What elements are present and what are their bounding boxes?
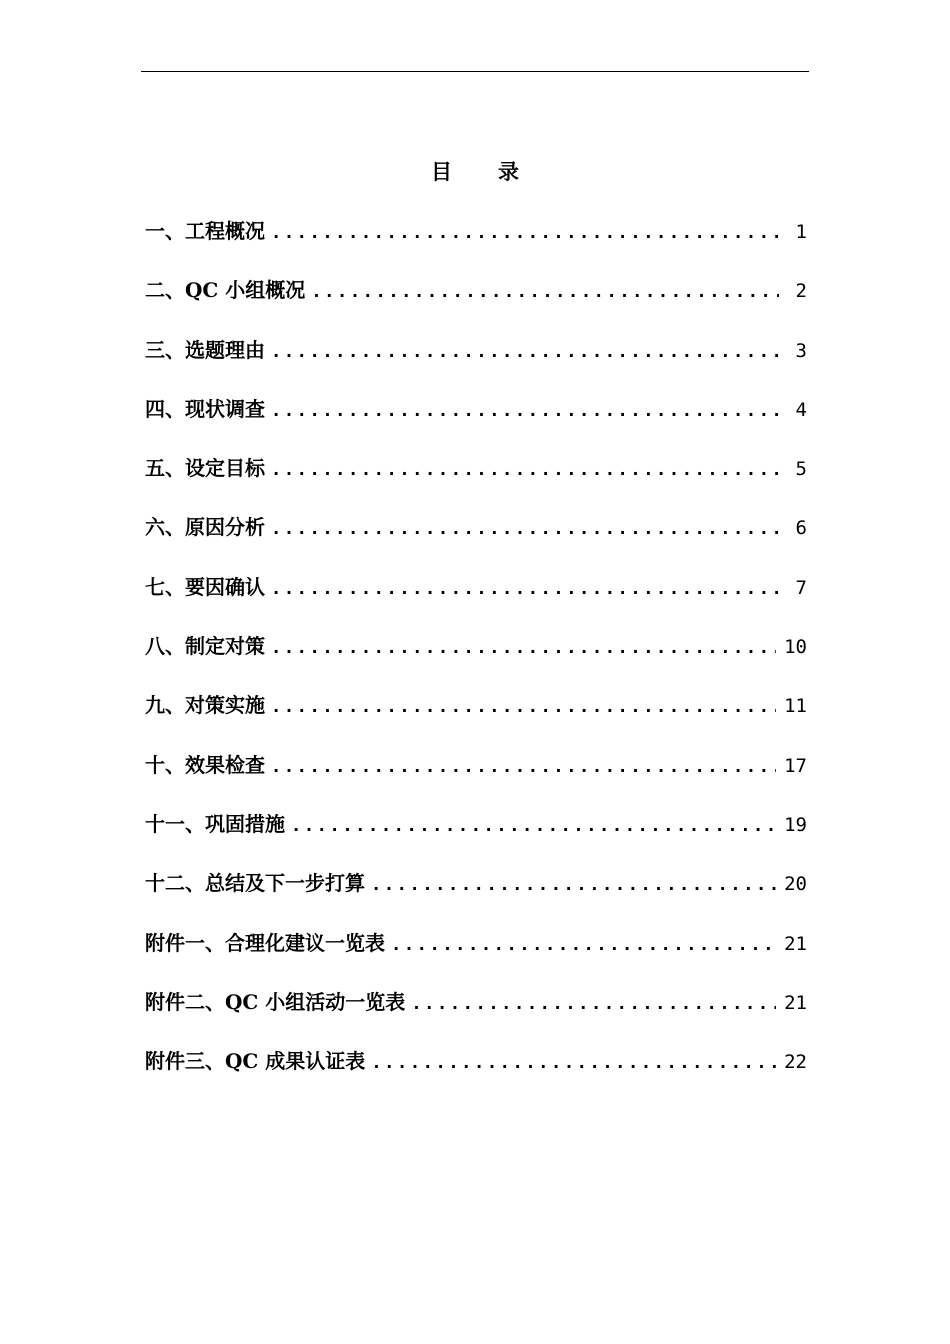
toc-entry-page: 3 [795,339,807,362]
toc-entry-page: 19 [784,813,807,836]
dot-leader [271,511,779,547]
toc-entry-label: 三、选题理由 [145,337,265,362]
toc-entry[interactable] [145,865,807,924]
toc-entry[interactable] [145,272,807,331]
toc-entry-page: 2 [795,280,807,303]
dot-leader [291,808,776,844]
toc-entry-label: 一、工程概况 [145,219,265,243]
toc-entry[interactable] [145,747,807,806]
toc-title-char-1: 目 [431,159,452,184]
toc-entry[interactable] [145,628,807,687]
toc-entry[interactable] [145,213,807,272]
dot-leader [271,334,779,370]
toc-entry-label: 附件一、合理化建议一览表 [145,930,385,955]
toc-entry-page: 21 [784,991,807,1014]
toc-entry[interactable] [145,687,807,746]
toc-entry[interactable] [145,332,807,391]
dot-leader [271,749,776,785]
toc-entry-page: 11 [784,695,807,718]
toc-title [0,156,950,186]
dot-leader [391,927,776,963]
toc-list [145,213,807,1102]
toc-entry[interactable] [145,569,807,628]
toc-entry[interactable] [145,925,807,984]
dot-leader [271,393,779,429]
toc-entry-page: 6 [795,517,807,540]
toc-entry-page: 10 [784,636,807,659]
toc-entry-label: 十二、总结及下一步打算 [145,871,365,896]
toc-title-char-2: 录 [498,159,519,184]
dot-leader [371,867,776,903]
dot-leader [271,630,776,666]
header-rule [141,71,809,72]
toc-entry-page: 21 [784,932,807,955]
toc-entry[interactable] [145,1043,807,1102]
toc-entry-label: 九、对策实施 [145,693,265,718]
dot-leader [271,571,779,607]
dot-leader [271,215,779,251]
toc-entry[interactable] [145,450,807,509]
toc-entry-page: 7 [795,576,807,599]
toc-entry[interactable] [145,509,807,568]
dot-leader [411,986,776,1022]
toc-entry[interactable] [145,806,807,865]
toc-entry[interactable] [145,984,807,1043]
toc-entry-label: 二、QC 小组概况 [145,278,306,303]
toc-entry-page: 20 [784,873,807,896]
toc-entry-page: 1 [795,221,807,243]
toc-entry-page: 22 [784,1051,807,1074]
toc-entry-label: 附件二、QC 小组活动一览表 [145,989,406,1014]
toc-entry-label: 十一、巩固措施 [145,811,285,836]
dot-leader [371,1045,776,1081]
toc-entry[interactable] [145,391,807,450]
dot-leader [271,452,779,488]
toc-entry-label: 四、现状调查 [145,396,265,421]
toc-entry-label: 五、设定目标 [145,456,265,481]
toc-entry-label: 六、原因分析 [145,515,265,540]
toc-entry-label: 七、要因确认 [145,574,265,599]
toc-entry-label: 八、制定对策 [145,634,265,659]
toc-entry-label: 十、效果检查 [145,752,265,777]
toc-entry-label: 附件三、QC 成果认证表 [145,1049,366,1074]
dot-leader [311,274,779,310]
toc-entry-page: 4 [795,398,807,421]
dot-leader [271,689,776,725]
toc-entry-page: 5 [795,458,807,481]
toc-entry-page: 17 [784,754,807,777]
